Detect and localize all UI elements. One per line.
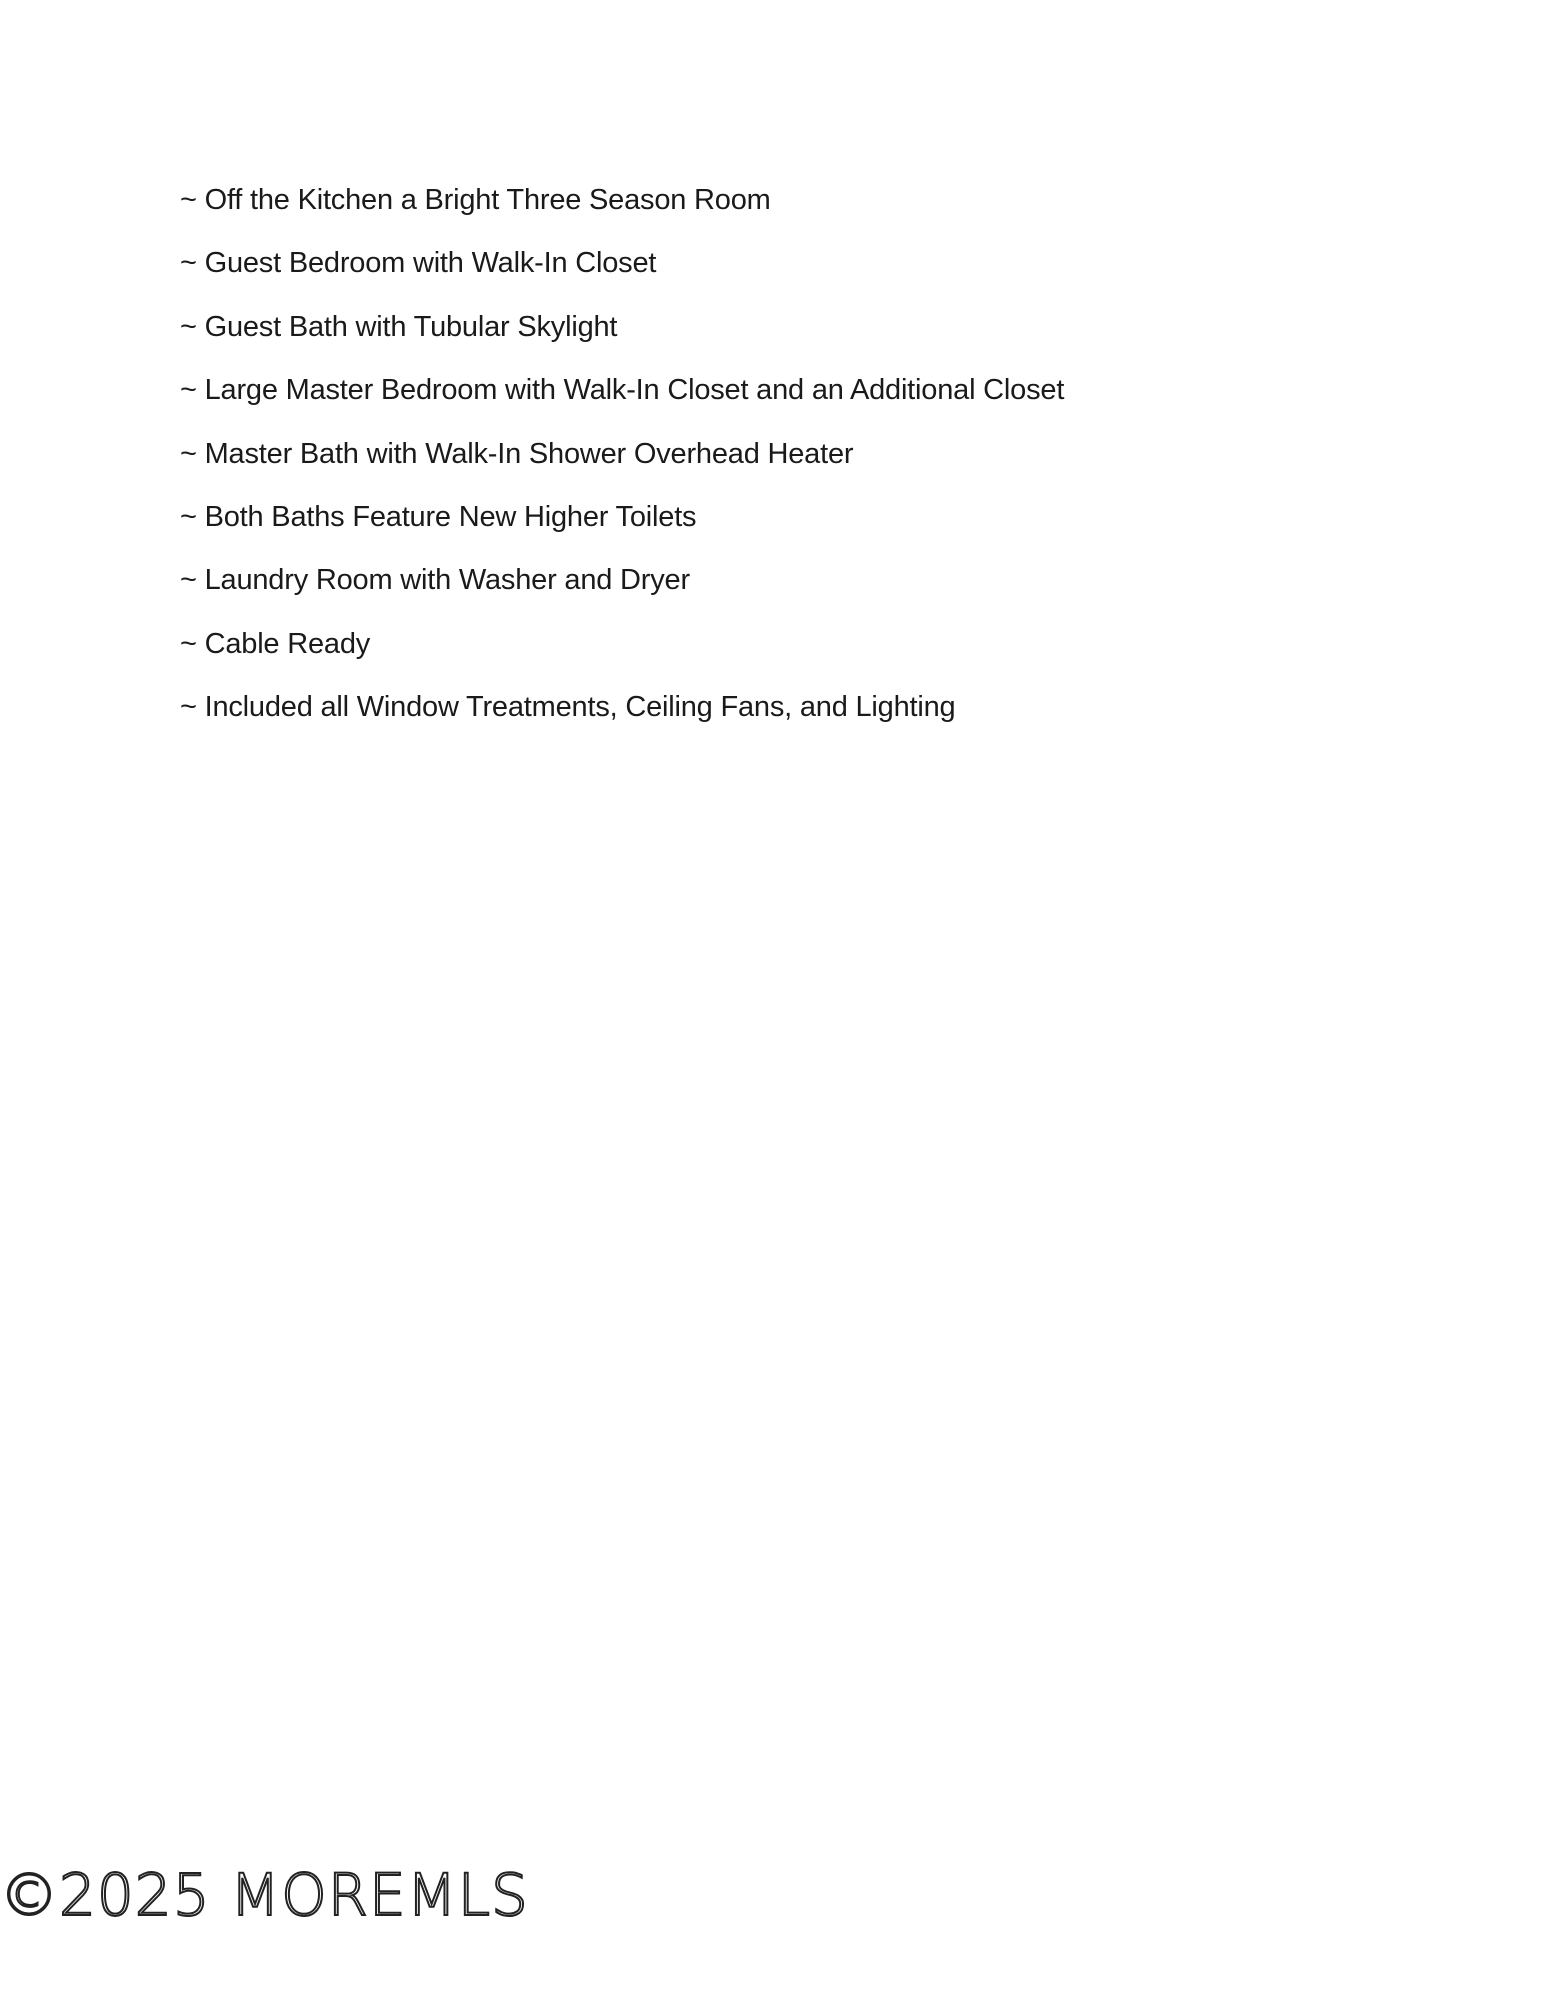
copyright-watermark: ©2025 MOREMLS [0,1861,529,1929]
feature-item: ~ Guest Bedroom with Walk-In Closet [180,247,657,280]
feature-item: ~ Master Bath with Walk-In Shower Overhead Heater [180,437,854,470]
feature-item: ~ Large Master Bedroom with Walk-In Closet and an Additional Closet [180,374,1065,407]
feature-item: ~ Guest Bath with Tubular Skylight [180,310,618,343]
feature-item: ~ Off the Kitchen a Bright Three Season Room [180,184,771,216]
feature-item: ~ Laundry Room with Washer and Dryer [180,564,690,597]
feature-item: ~ Included all Window Treatments, Ceiling Fans, and Lighting [180,691,956,724]
feature-item: ~ Both Baths Feature New Higher Toilets [180,500,697,533]
feature-item: ~ Cable Ready [180,627,371,660]
feature-list [180,181,1064,752]
